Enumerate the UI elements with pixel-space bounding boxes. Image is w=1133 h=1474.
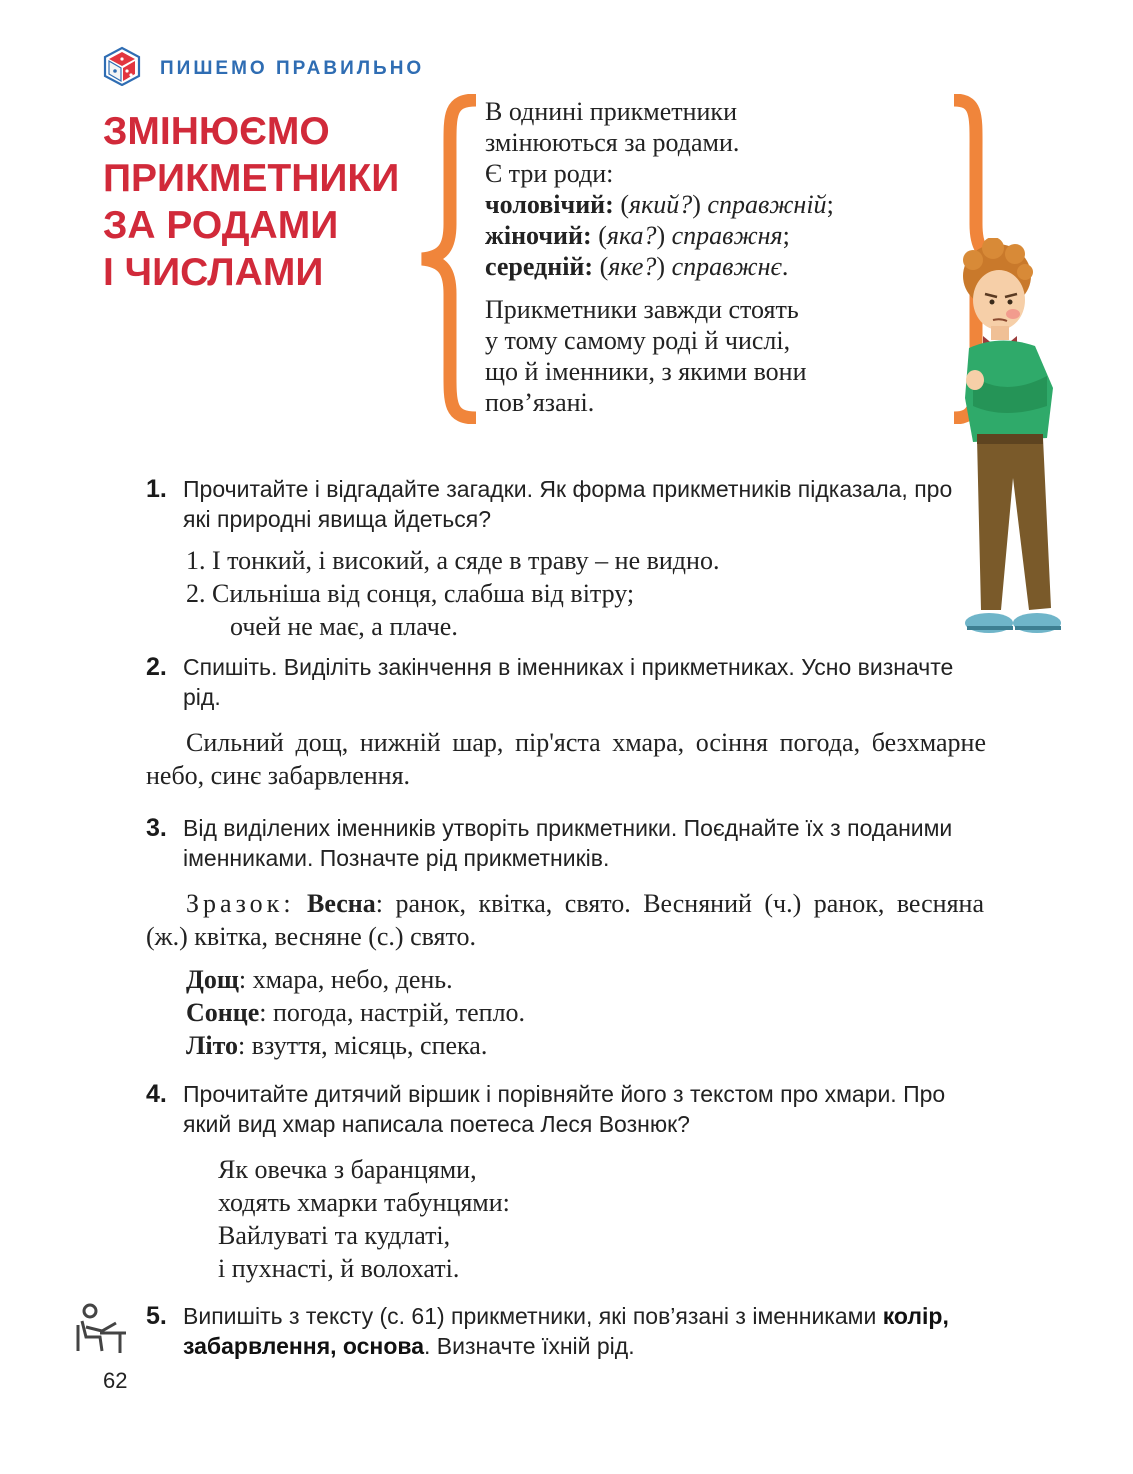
lesson-title [103, 108, 399, 296]
task-text: Випишіть з тексту (с. 61) прикметники, які пов’язані з іменниками колір, забарвлення, основа. Визначте їхній рід. [183, 1303, 949, 1359]
task-5 [146, 1301, 984, 1361]
task-text: Прочитайте дитячий віршик і порівняйте його з текстом про хмари. Про який вид хмар написала поетеса Леся Вознюк? [183, 1081, 946, 1137]
task-4 [146, 1079, 984, 1285]
task-text: Від виділених іменників утворіть прикметники. Поєднайте їх з поданими іменниками. Позначте рід прикметників. [183, 815, 953, 871]
word-list-item: Сонце: погода, настрій, тепло. [186, 998, 526, 1027]
sample-label: Зразок: [186, 889, 295, 918]
task-3 [146, 813, 984, 1062]
left-brace-icon [410, 94, 480, 424]
word-list [186, 963, 984, 1062]
task-number: 4. [146, 1080, 167, 1108]
rule-line: В однині прикметники [485, 97, 737, 126]
title-line: ПРИКМЕТНИКИ [103, 157, 400, 200]
task-number: 1. [146, 475, 167, 503]
riddle-line: очей не має, а плаче. [230, 612, 458, 641]
task-number: 2. [146, 653, 167, 681]
riddle-line: 1. І тонкий, і високий, а сяде в траву – не видно. [186, 546, 720, 575]
poem-line: ходять хмарки табунцями: [218, 1188, 510, 1217]
exercise-text: Сильний дощ, нижній шар, пір'яста хмара, осіння погода, безхмарне небо, синє забарвлення. [146, 728, 986, 790]
page-number: 62 [103, 1368, 128, 1393]
poem [218, 1153, 984, 1285]
bold-nouns: колір, забарвлення, основа [183, 1303, 949, 1359]
task-text: Спишіть. Виділіть закінчення в іменниках і прикметниках. Усно визначте рід. [183, 654, 954, 710]
title-line: І ЧИСЛАМИ [103, 251, 324, 294]
task-instruction [146, 652, 986, 712]
rule-line: пов’язані. [485, 388, 595, 417]
poem-line: і пухнасті, й волохаті. [218, 1254, 460, 1283]
gender-line-neuter: середній: (яке?) справжнє. [485, 252, 789, 281]
task-number: 3. [146, 814, 167, 842]
task-1 [146, 474, 976, 643]
riddles [186, 544, 976, 643]
word-list-item: Літо: взуття, місяць, спека. [186, 1031, 488, 1060]
gender-line-feminine: жіночий: (яка?) справжня; [485, 221, 790, 250]
task-2 [146, 652, 986, 792]
rule-line: змінюються за родами. [485, 128, 740, 157]
dice-cube-icon [103, 46, 141, 86]
section-label: ПИШЕМО ПРАВИЛЬНО [160, 58, 425, 79]
rule-line: Є три роди: [485, 159, 614, 188]
sample-word: Весна [307, 889, 376, 918]
sample-text [146, 887, 984, 953]
task-text: Прочитайте і відгадайте загадки. Як форма прикметників підказала, про які природні явища йдеться? [183, 476, 953, 532]
task-instruction [146, 813, 984, 873]
sample-rest: : ранок, квітка, свято. Весняний (ч.) ранок, весняна (ж.) квітка, весняне (с.) свято. [146, 889, 984, 951]
task-instruction [146, 1079, 984, 1139]
riddle-line: 2. Сильніша від сонця, слабша від вітру; [186, 579, 635, 608]
rule-line: що й іменники, з якими вони [485, 357, 807, 386]
word-list-item: Дощ: хмара, небо, день. [186, 965, 453, 994]
title-line: ЗА РОДАМИ [103, 204, 339, 247]
task-number: 5. [146, 1302, 167, 1330]
task-instruction [146, 1301, 984, 1361]
rule-line: у тому самому роді й числі, [485, 326, 791, 355]
task-instruction [146, 474, 976, 534]
poem-line: Як овечка з баранцями, [218, 1155, 477, 1184]
poem-line: Вайлуваті та кудлаті, [218, 1221, 451, 1250]
rule-line: Прикметники завжди стоять [485, 295, 799, 324]
student-at-desk-icon [72, 1303, 128, 1355]
gender-line-masculine: чоловічий: (який?) справжній; [485, 190, 834, 219]
rule-box [485, 96, 955, 418]
title-line: ЗМІНЮЄМО [103, 110, 330, 153]
